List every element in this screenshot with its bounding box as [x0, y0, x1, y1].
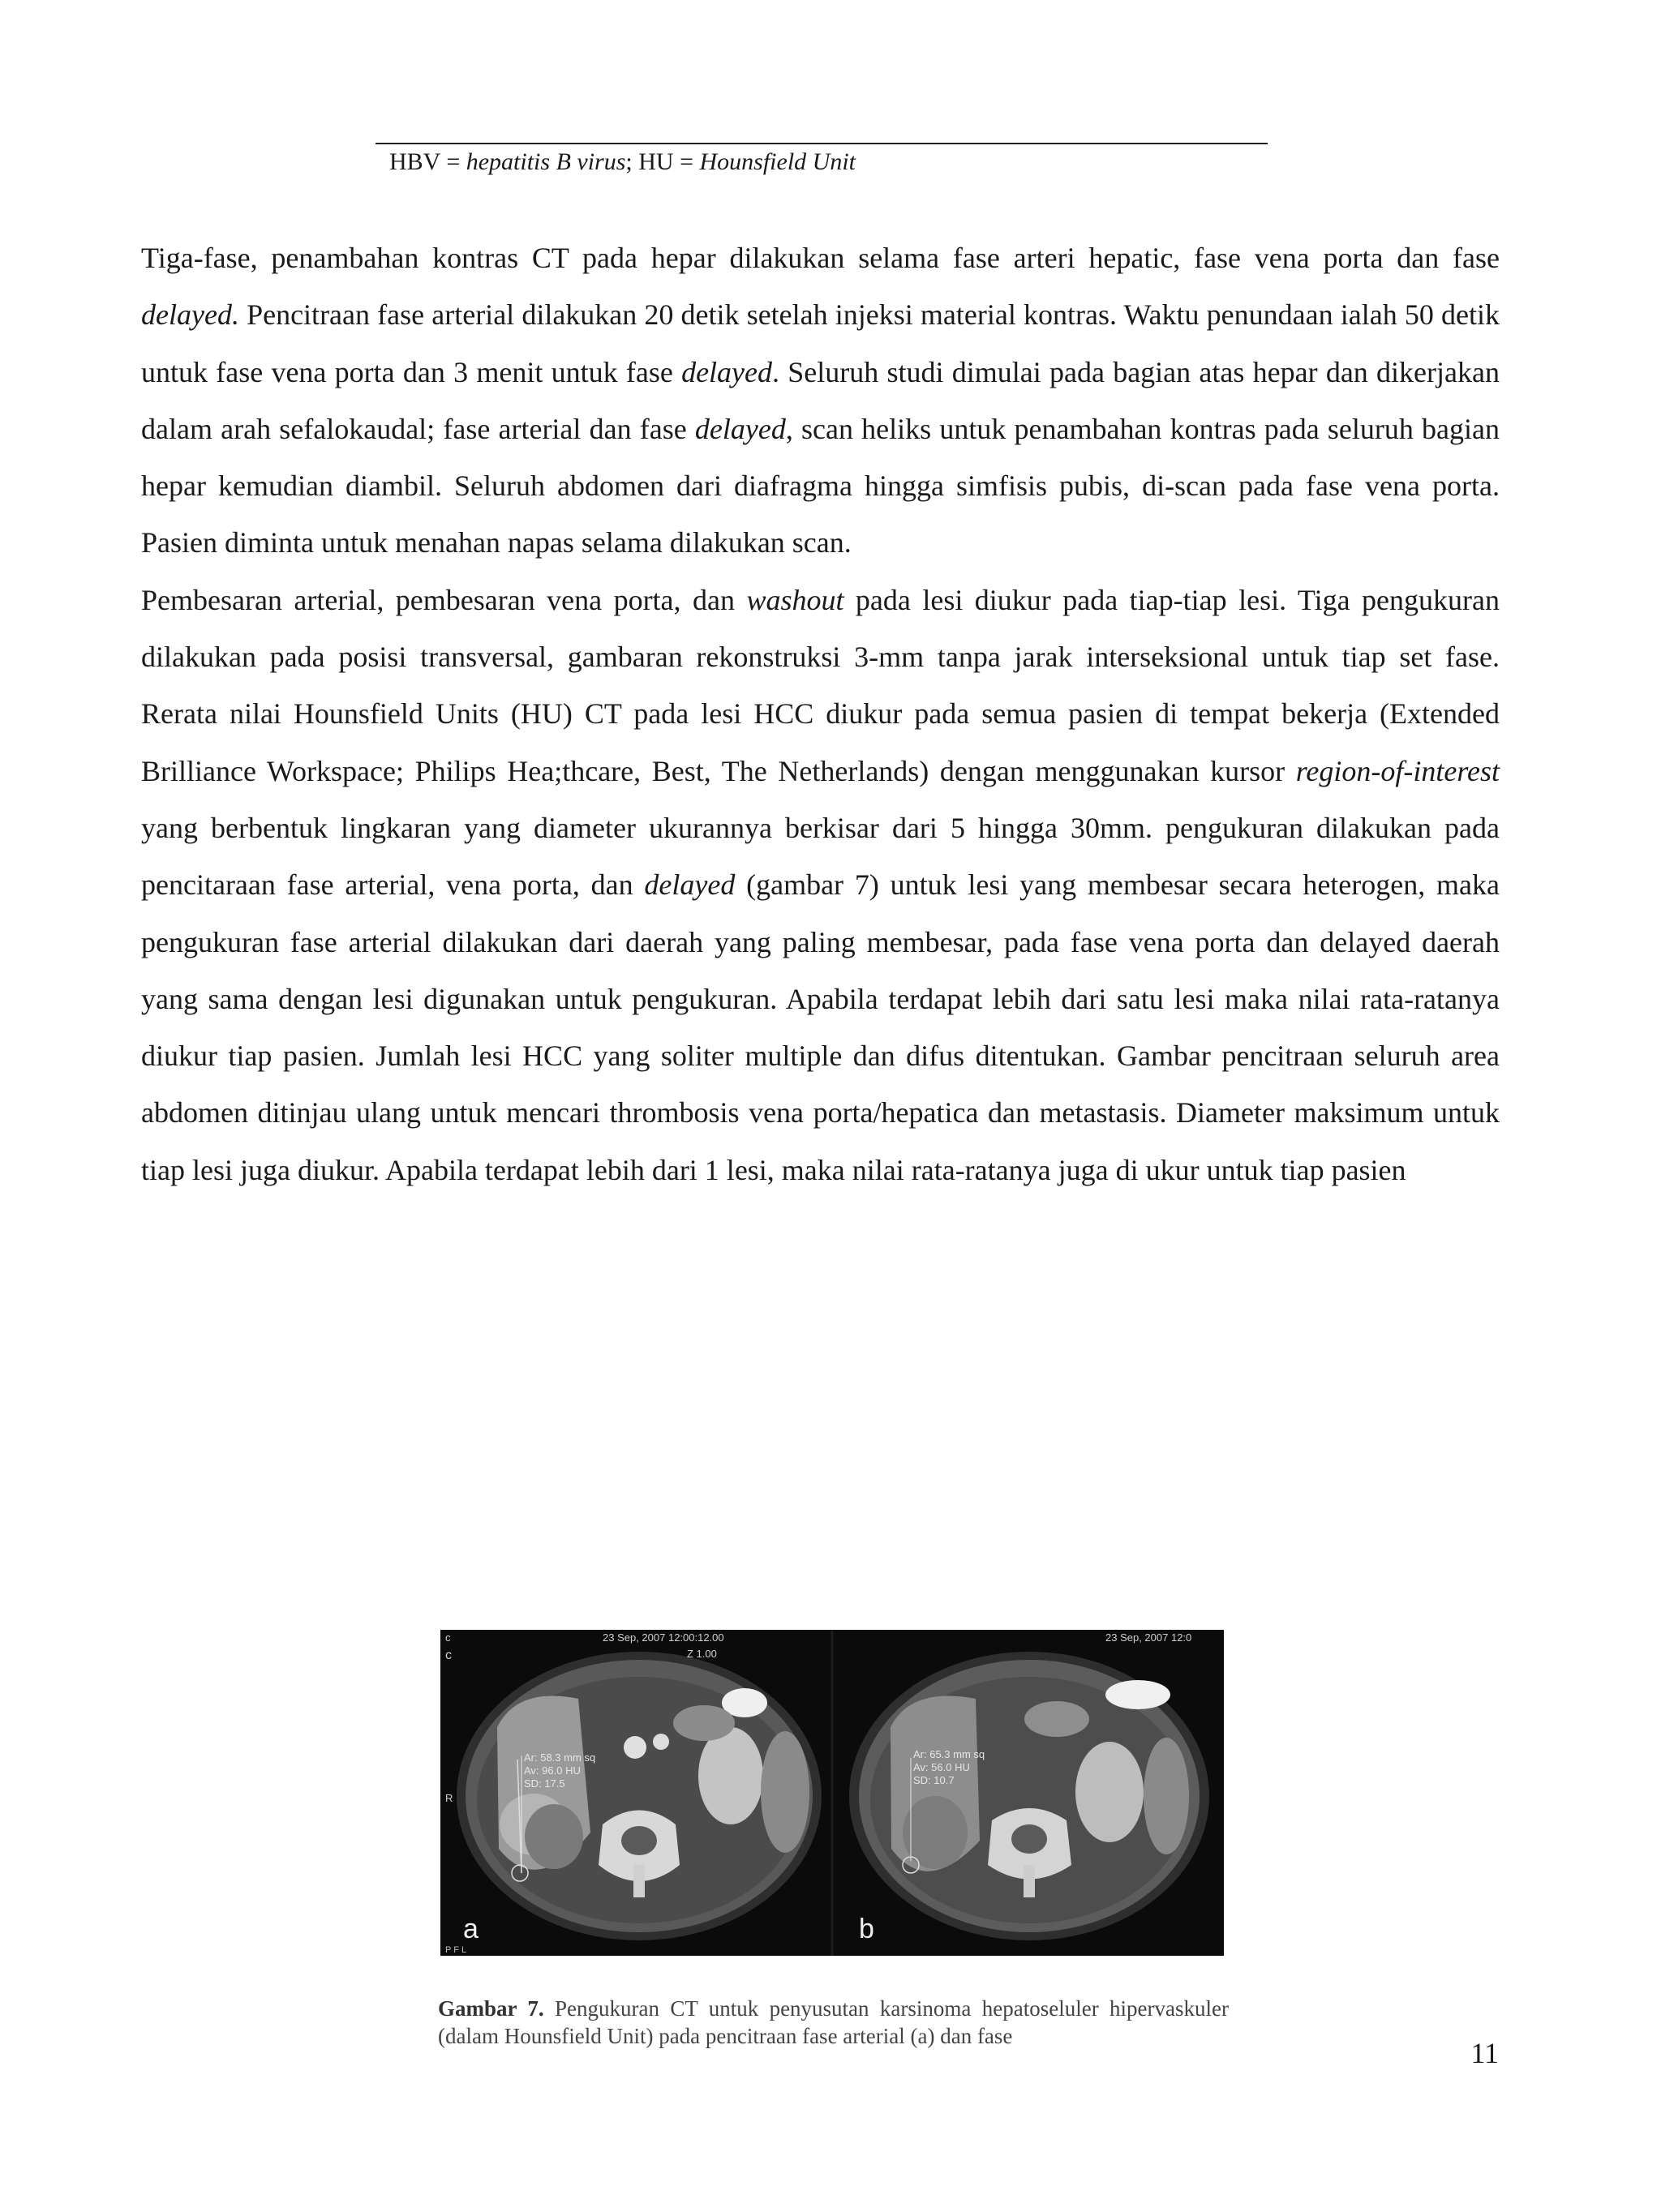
caption-text: Pengukuran CT untuk penyusutan karsinoma hepatoseluler hipervaskuler (dalam Hounsfield Unit) pada pencitraan fase arterial (a) dan fase [438, 1996, 1229, 2048]
panel-a-orientation: P F L [445, 1945, 467, 1955]
def-hbv: hepatitis B virus [466, 148, 626, 175]
abbr-hbv: HBV [389, 148, 440, 175]
caption-label: Gambar 7. [438, 1996, 544, 2021]
panel-b-label: b [859, 1914, 874, 1944]
ct-panel-a [457, 1652, 822, 1940]
ct-scan-figure [440, 1630, 1224, 1956]
panel-b-roi-sd: SD: 10.7 [913, 1774, 955, 1786]
panel-a-label: a [463, 1914, 479, 1944]
panel-b-roi-mean: Av: 56.0 HU [913, 1761, 970, 1773]
body-text [141, 229, 1500, 1198]
panel-a-corner-c: c [445, 1648, 452, 1662]
abbreviation-note: HBV = hepatitis B virus; HU = Hounsfield Unit [389, 148, 856, 175]
panel-a-roi-area: Ar: 58.3 mm sq [524, 1751, 596, 1764]
header-rule [376, 143, 1268, 144]
panel-b-roi-area: Ar: 65.3 mm sq [913, 1748, 985, 1760]
figure-caption [438, 1995, 1229, 2050]
panel-a-roi-mean: Av: 96.0 HU [524, 1764, 581, 1777]
panel-a-date: 23 Sep, 2007 12:00:12.00 [603, 1631, 724, 1644]
paragraph-1: Tiga-fase, penambahan kontras CT pada hepar dilakukan selama fase arteri hepatic, fase vena porta dan fase delayed. Pencitraan fase arterial dilakukan 20 detik setelah injeksi material kontras. Waktu penundaan ialah 50 detik untuk fase vena porta dan 3 menit untuk fase delayed. Seluruh studi dimulai pada bagian atas hepar dan dikerjakan dalam arah sefalokaudal; fase arterial dan fase delayed, scan heliks untuk penambahan kontras pada seluruh bagian hepar kemudian diambil. Seluruh abdomen dari diafragma hingga simfisis pubis, di-scan pada fase vena porta. Pasien diminta untuk menahan napas selama dilakukan scan. [141, 242, 1500, 559]
ct-panel-b [849, 1652, 1209, 1940]
panel-a-side: R [445, 1792, 453, 1804]
def-hu: Hounsfield Unit [699, 148, 856, 175]
abbr-hu: HU [638, 148, 674, 175]
page-number: 11 [1470, 2037, 1499, 2069]
panel-a-roi-sd: SD: 17.5 [524, 1777, 565, 1790]
panel-a-zoom: Z 1.00 [687, 1648, 717, 1660]
panel-a-corner: c [445, 1631, 451, 1644]
paragraph-2: Pembesaran arterial, pembesaran vena porta, dan washout pada lesi diukur pada tiap-tiap lesi. Tiga pengukuran dilakukan pada posisi transversal, gambaran rekonstruksi 3-mm tanpa jarak interseksional untuk tiap set fase. Rerata nilai Hounsfield Units (HU) CT pada lesi HCC diukur pada semua pasien di tempat bekerja (Extended Brilliance Workspace; Philips Hea;thcare, Best, The Netherlands) dengan menggunakan kursor region-of-interest yang berbentuk lingkaran yang diameter ukurannya berkisar dari 5 hingga 30mm. pengukuran dilakukan pada pencitaraan fase arterial, vena porta, dan delayed (gambar 7) untuk lesi yang membesar secara heterogen, maka pengukuran fase arterial dilakukan dari daerah yang paling membesar, pada fase vena porta dan delayed daerah yang sama dengan lesi digunakan untuk pengukuran. Apabila terdapat lebih dari satu lesi maka nilai rata-ratanya diukur tiap pasien. Jumlah lesi HCC yang soliter multiple dan difus ditentukan. Gambar pencitraan seluruh area abdomen ditinjau ulang untuk mencari thrombosis vena porta/hepatica dan metastasis. Diameter maksimum untuk tiap lesi juga diukur. Apabila terdapat lebih dari 1 lesi, maka nilai rata-ratanya juga di ukur untuk tiap pasien [141, 583, 1500, 1186]
panel-b-date: 23 Sep, 2007 12:0 [1105, 1631, 1192, 1644]
